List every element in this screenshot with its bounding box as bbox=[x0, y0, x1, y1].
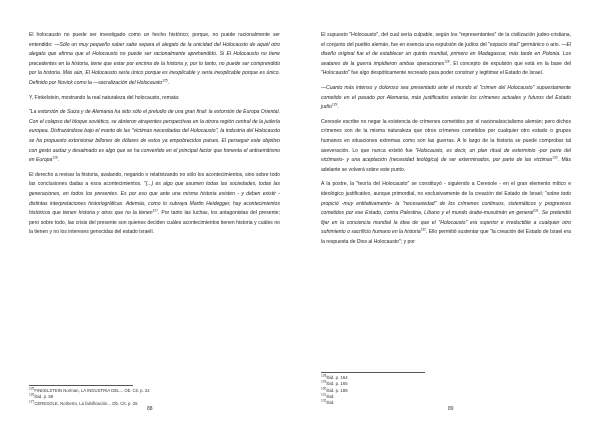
paragraph-text: . El concepto de expulsión que está en la base del "Holocausto" fue algo despóticamente recreado para poder construir y legitimar el Estado de Israel. bbox=[321, 60, 571, 77]
paragraph-text: "(...) es algo que asumen todas las sociedades, todas las generaciones, en todos los presentes. Es por eso que ante una misma historia existen - y deben existir - distintas interpretaciones historiográficas. Además, como lo subraya Martin Heidegger, hay acontecimientos históricos que tienen historia y otros que no la tienen bbox=[29, 181, 280, 217]
paragraph-text: Y, Finkelstein, mostrando la real naturaleza del holocausto, remata: bbox=[29, 94, 180, 101]
footnote-text: Ibid. bbox=[326, 400, 335, 406]
paragraph-text: "La extorsión de Suiza y de Alemania ha sido sólo el preludio de una gran final: la extorsión de Europa Oriental. Con el colapso del bloque soviético, se abrieron atrayentes perspectivas en la otrora región central de la judería europea. Disfrazándose bajo el manto de las "víctimas necesitadas del Holocausto", la industria del Holocausto se ha propuesto extorsionar billones de dólares de estos ya empobrecidos países. El perseguir este objetivo con gesto audaz y desalmado es algo que se ha convertido en el principal factor que fomenta el antisemitismo en Europa bbox=[29, 109, 280, 164]
paragraph-text: . bbox=[538, 210, 542, 217]
footnote-text: Ibid. p. 58 bbox=[34, 394, 54, 400]
paragraph-text: —Cuanto más intenso y doloroso sea presentado ante el mundo el "crimen del Holocausto" supuestamente cometido en el pasado por Alemania, más justificados estarán los crímenes actuales y futuros del Estado judío bbox=[321, 84, 571, 111]
footnote-reference: 127 bbox=[152, 208, 158, 213]
footnote-number: 126 bbox=[29, 392, 35, 397]
left-paragraph bbox=[29, 108, 280, 166]
left-paragraph bbox=[29, 171, 280, 238]
footnote-number: 128 bbox=[321, 373, 327, 378]
paragraph-text: —El diseño original fue el de establecer un quinto mundial, primero en Madagascar, más tarde en Polonia. Los avatares de la guerra impidieron ambas operaciones bbox=[321, 41, 571, 67]
right-footnote-rule bbox=[321, 372, 425, 373]
right-paragraph bbox=[321, 84, 571, 113]
right-page bbox=[300, 0, 600, 424]
paragraph-text: . bbox=[337, 104, 339, 111]
paragraph-text: . Más adelante se volverá sobre este punto. bbox=[321, 157, 572, 173]
paragraph-text: . bbox=[167, 79, 169, 86]
left-footnotes bbox=[29, 388, 269, 407]
footnote-text: Ibid. p. 188 bbox=[326, 387, 348, 393]
right-paragraph bbox=[321, 180, 571, 247]
paragraph-text: "Holocausto, es decir, un plan ritual de exterminio -por parte del victimario- y una aceptación (necesidad teológica) de ser exterminados, por parte de las víctimas bbox=[321, 147, 571, 164]
footnote bbox=[321, 400, 561, 406]
footnote-text: FINKELSTEIN Norman, LA INDUSTRIA DEL... Ob. Cit. p. 22 bbox=[34, 388, 150, 393]
page-number-right: 89 bbox=[448, 406, 454, 412]
footnote-reference: 128 bbox=[444, 59, 450, 64]
paragraph-text: . Ello permitió sustentar que "la creación del Estado de Israel era la respuesta de Dios al Holocausto"; y por bbox=[321, 229, 571, 245]
paragraph-text: Se pretendió fijar en la conciencia mundial la idea de que el "Holocausto" era superior e irreductible a cualquier otro sufrimiento o sacrificio humano en la historia bbox=[321, 210, 571, 236]
paragraph-text: El derecho a revisar la historia, avalando, negando o relativizando no sólo los acontecimientos, sino sobre todo las conclusiones dadas a esos acontecimientos. bbox=[29, 171, 280, 188]
footnote-text: Ibid. bbox=[326, 393, 335, 399]
footnote-reference: 125 bbox=[162, 78, 168, 83]
footnote-number: 130 bbox=[321, 386, 327, 391]
right-page-body bbox=[321, 31, 571, 252]
left-paragraph bbox=[29, 94, 280, 104]
footnote-reference: 129 bbox=[331, 102, 338, 107]
paragraph-text: "sobre todo propició -muy entitativamente- la "necesariedad" de los crímenes continuos, sistemáticos y progresivos cometidos por ese Estado, contra Palestina, Líbano y el mundo árabe-musulmán en general bbox=[321, 190, 571, 217]
footnote-reference: 130 bbox=[552, 155, 558, 160]
left-footnote-rule bbox=[29, 385, 133, 386]
footnote-number: 129 bbox=[321, 379, 327, 384]
footnote-reference: 131 bbox=[533, 208, 539, 213]
footnote-number: 127 bbox=[29, 399, 35, 404]
footnote-reference: 132 bbox=[420, 227, 426, 232]
footnote-reference: 126 bbox=[52, 155, 58, 160]
right-footnotes bbox=[321, 375, 561, 406]
footnote-number: 132 bbox=[321, 398, 327, 403]
paragraph-text: Ceresole escribe no negar la existencia de crímenes cometidos por el nacionalsocialismo alemán; pero dichos crímenes son de la misma naturaleza que otros crímenes cometidos por cualquier otro estado o grupos humanos en situaciones extremas como son las guerras. A lo largo de la historia se puede comprobar tal aseveración. Lo que nunca existió fue bbox=[321, 118, 571, 154]
footnote-text: Ibid. p. 164 bbox=[326, 375, 348, 380]
footnote-text: CERESOLE, Norberto, La falsificación... Ob. Cit. p. 25 bbox=[34, 400, 138, 406]
right-paragraph bbox=[321, 31, 571, 79]
left-page-body bbox=[29, 31, 280, 243]
paragraph-text: El supuesto "Holocausto", del cual sería culpable, según los "representantes" de la civilización judeo-cristiana, el conjunto del pueblo alemán, fue en esencia una expulsión de judíos del "espacio vital" germánico o ario. bbox=[321, 32, 571, 48]
paragraph-text: A la postre, la "teoría del Holocausto" se constituyó - siguiendo a Ceresole - en el gran elemento mítico e ideológico justificativo, aunque primordial, no exclusivamente de la creación del Estado de Israel; bbox=[321, 181, 571, 197]
paragraph-text: El holocausto no puede ser investigado como un hecho histórico; porque, no puede racionalmente ser entendido: bbox=[29, 32, 280, 48]
right-paragraph bbox=[321, 118, 571, 176]
paragraph-text: —Sólo un muy pequeño saber sabe separa el alegato de la unicidad del Holocausto de aquél otro alegato que afirma que el Holocausto no puede ser racionalmente aprehendido. Si El Holocausto no tiene precedentes en la historia, tiene que estar por encima de la historia y, por lo tanto, no puede ser comprendido por la historia. Más aún, El Holocausto sería único porque es inexplicable y sería inexplicable porque es único. Definido por Novick como la —sacralización del Holocausto bbox=[29, 41, 280, 86]
paragraph-text: . bbox=[57, 157, 60, 164]
footnote-text: Ibid. p. 165 bbox=[326, 381, 348, 387]
paragraph-text: . Por tanto las luchas, los antagonistas del presente; pero sobre todo, las crisis del presente son quienes deciden cuáles acontecimientos tienen historia y cuáles no la tienen y no los intereses genocidas del estado israelí. bbox=[29, 210, 280, 236]
footnote-number: 131 bbox=[321, 392, 327, 397]
footnote-number: 125 bbox=[29, 386, 35, 391]
left-paragraph bbox=[29, 31, 280, 89]
page-number-left: 88 bbox=[147, 406, 153, 412]
